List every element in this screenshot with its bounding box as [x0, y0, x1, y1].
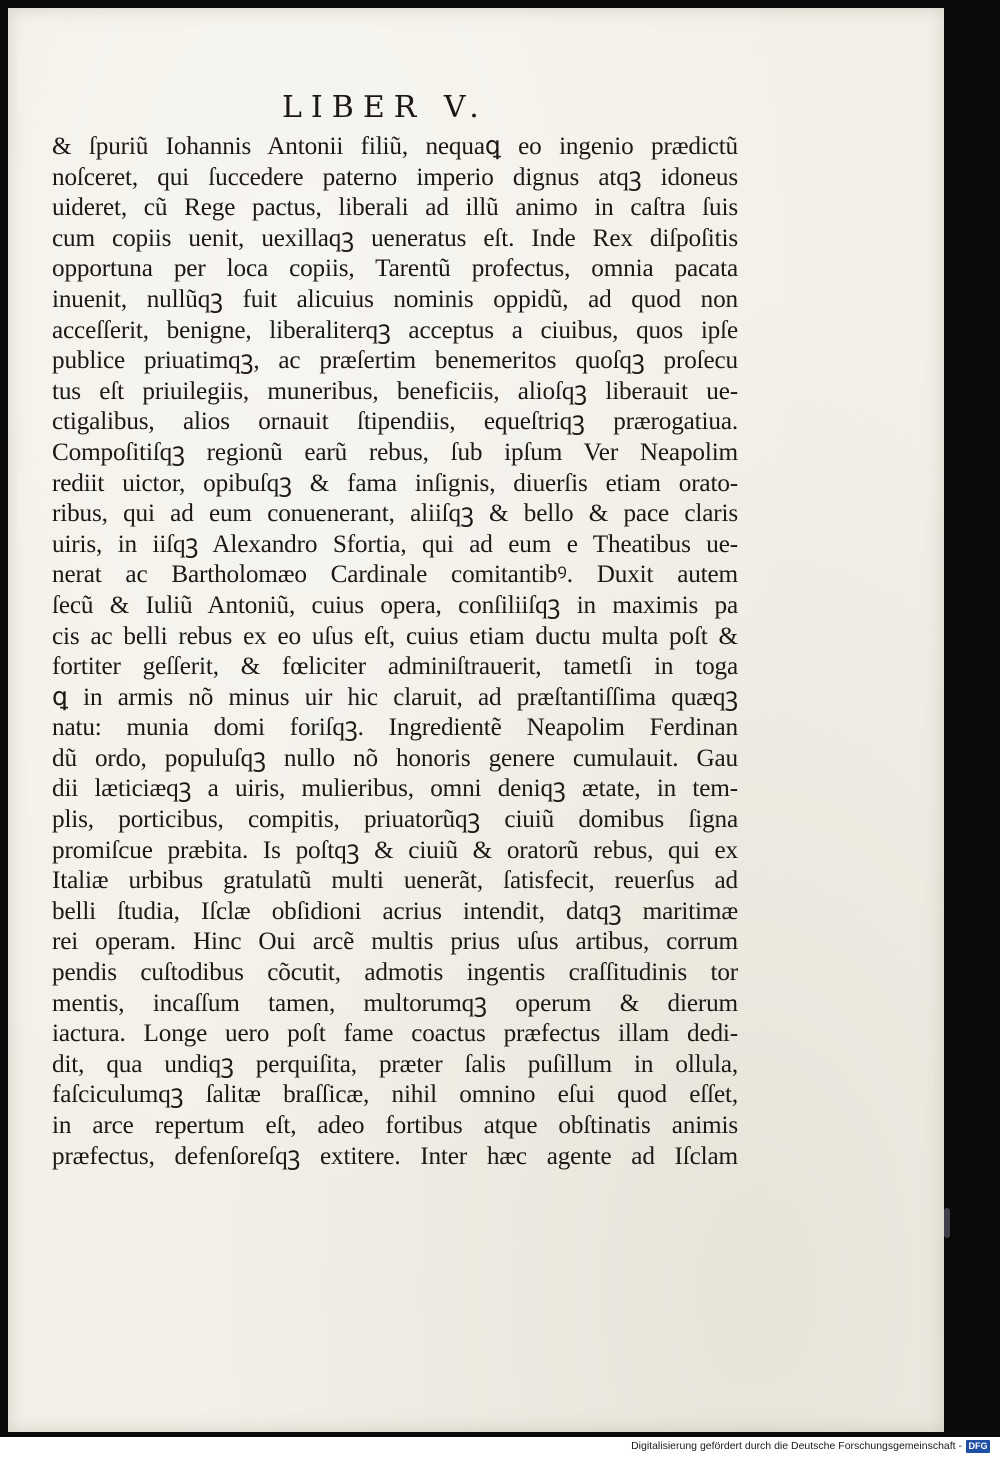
- text-line: cum copiis uenit, uexillaqꝫ ueneratus eſt. Inde Rex diſpoſitis: [52, 224, 738, 252]
- text-line: belli ſtudia, Iſclæ obſidioni acrius intendit, datqꝫ maritimæ: [52, 897, 738, 925]
- text-line: nerat ac Bartholomæo Cardinale comitantibꝰ. Duxit autem: [52, 561, 738, 589]
- text-line: & ſpuriũ Iohannis Antonii filiũ, nequaꝗ eo ingenio prædictũ: [52, 133, 738, 160]
- text-line: noſceret, qui ſuccedere paterno imperio dignus atqꝫ idoneus: [52, 163, 738, 191]
- dfg-logo: DFG: [966, 1440, 990, 1453]
- text-line: inuenit, nullũqꝫ fuit alicuius nominis oppidũ, ad quod non: [52, 285, 738, 313]
- text-line: uideret, cũ Rege pactus, liberali ad illũ animo in caſtra ſuis: [52, 194, 738, 222]
- text-line: mentis, incaſſum tamen, multorumqꝫ operum & dierum: [52, 989, 738, 1017]
- text-line: opportuna per loca copiis, Tarentũ profectus, omnia pacata: [52, 255, 738, 283]
- text-line: acceſſerit, benigne, liberaliterqꝫ acceptus a ciuibus, quos ipſe: [52, 316, 738, 344]
- text-line: ctigalibus, alios ornauit ſtipendiis, equeſtriqꝫ prærogatiua.: [52, 408, 738, 436]
- text-line: ſecũ & Iuliũ Antoniũ, cuius opera, conſiliiſqꝫ in maximis pa: [52, 591, 738, 619]
- text-line: præfectus, defenſoreſqꝫ extitere. Inter hæc agente ad Iſclam: [52, 1142, 738, 1170]
- text-line: dit, qua undiqꝫ perquiſita, præter ſalis puſillum in ollula,: [52, 1050, 738, 1078]
- page-edge-mark: [944, 1208, 950, 1238]
- text-line: plis, porticibus, compitis, priuatorũqꝫ ciuiũ domibus ſigna: [52, 806, 738, 834]
- text-line: ꝗ in armis nõ minus uir hic claruit, ad præſtantiſſima quæqꝫ: [52, 683, 738, 711]
- text-line: pendis cuſtodibus cõcutit, admotis ingentis craſſitudinis tor: [52, 959, 738, 987]
- text-line: ribus, qui ad eum conuenerant, aliiſqꝫ & bello & pace claris: [52, 500, 738, 528]
- text-line: tus eſt priuilegiis, muneribus, beneficiis, alioſqꝫ liberauit ue-: [52, 377, 738, 405]
- running-head: LIBER V.: [282, 90, 488, 125]
- text-line: rediit uictor, opibuſqꝫ & fama inſignis, diuerſis etiam orato-: [52, 469, 738, 497]
- text-line: iactura. Longe uero poſt fame coactus præfectus illam dedi-: [52, 1020, 738, 1048]
- text-line: rei operam. Hinc Oui arcẽ multis prius uſus artibus, corrum: [52, 928, 738, 956]
- text-line: uiris, in iiſqꝫ Alexandro Sfortia, qui ad eum e Theatibus ue-: [52, 530, 738, 558]
- text-line: Compoſitiſqꝫ regionũ earũ rebus, ſub ipſum Ver Neapolim: [52, 438, 738, 466]
- digitization-credit: Digitalisierung gefördert durch die Deutsche Forschungsgemeinschaft -: [631, 1440, 962, 1452]
- text-line: fortiter geſſerit, & fœliciter adminiſtrauerit, tametſi in toga: [52, 653, 738, 681]
- text-line: dii læticiæqꝫ a uiris, mulieribus, omni deniqꝫ ætate, in tem-: [52, 775, 738, 803]
- text-line: promiſcue præbita. Is poſtqꝫ & ciuiũ & oratorũ rebus, qui ex: [52, 836, 738, 864]
- text-line: faſciculumqꝫ ſalitæ braſſicæ, nihil omnino eſui quod eſſet,: [52, 1081, 738, 1109]
- text-line: natu: munia domi foriſqꝫ. Ingredientẽ Neapolim Ferdinan: [52, 714, 738, 742]
- text-line: dũ ordo, populuſqꝫ nullo nõ honoris genere cumulauit. Gau: [52, 744, 738, 772]
- text-line: Italiæ urbibus gratulatũ multi uenerãt, ſatisfecit, reuerſus ad: [52, 867, 738, 895]
- text-line: cis ac belli rebus ex eo uſus eſt, cuius etiam ductu multa poſt &: [52, 622, 738, 650]
- text-line: publice priuatimqꝫ, ac præſertim benemeritos quoſqꝫ proſecu: [52, 347, 738, 375]
- text-line: in arce repertum eſt, adeo fortibus atque obſtinatis animis: [52, 1112, 738, 1139]
- body-text: [52, 132, 738, 1172]
